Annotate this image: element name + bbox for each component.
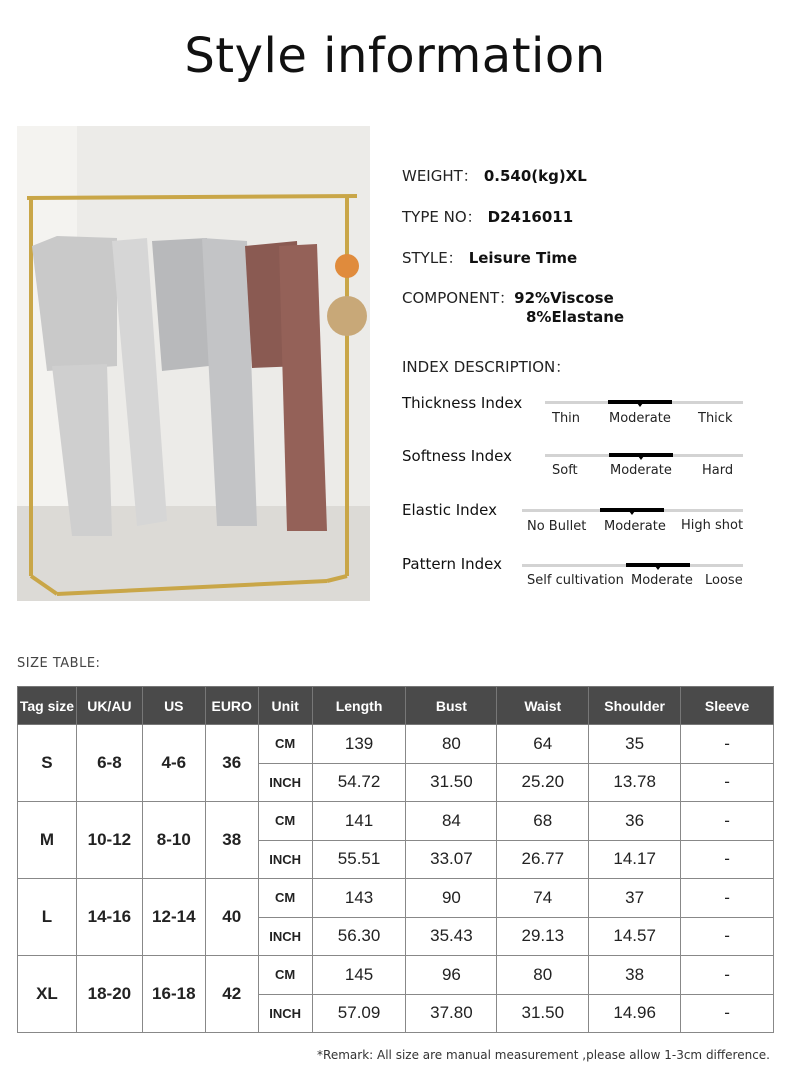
measurement-cell: 36 bbox=[589, 802, 681, 841]
table-row bbox=[18, 956, 774, 995]
elastic-option: No Bullet bbox=[527, 519, 587, 534]
table-header bbox=[18, 687, 774, 725]
measurement-cell: 37.80 bbox=[406, 994, 497, 1033]
product-photo bbox=[17, 126, 370, 601]
thickness-option: Thin bbox=[552, 411, 581, 426]
unit-cell: INCH bbox=[258, 994, 312, 1033]
measurement-cell: 80 bbox=[406, 725, 497, 764]
size-euro-cell: 36 bbox=[205, 725, 258, 802]
size-uk-cell: 14-16 bbox=[76, 879, 142, 956]
column-header: Sleeve bbox=[681, 687, 774, 725]
column-header: UK/AU bbox=[76, 687, 142, 725]
measurement-cell: 14.17 bbox=[589, 840, 681, 879]
measurement-cell: - bbox=[681, 917, 774, 956]
column-header: Bust bbox=[406, 687, 497, 725]
size-tag-cell: L bbox=[18, 879, 77, 956]
component-value-1: 92%Viscose bbox=[514, 289, 614, 307]
type-row bbox=[402, 206, 573, 227]
measurement-cell: 64 bbox=[497, 725, 589, 764]
column-header: Waist bbox=[497, 687, 589, 725]
remark-text: *Remark: All size are manual measurement ,please allow 1-3cm difference. bbox=[317, 1048, 770, 1062]
measurement-cell: 145 bbox=[312, 956, 406, 995]
softness-option-selected: Moderate bbox=[610, 463, 672, 478]
pattern-index-bar bbox=[522, 564, 743, 567]
unit-cell: INCH bbox=[258, 917, 312, 956]
component-label: COMPONENT： bbox=[402, 289, 515, 307]
unit-cell: INCH bbox=[258, 840, 312, 879]
measurement-cell: 96 bbox=[406, 956, 497, 995]
size-us-cell: 8-10 bbox=[142, 802, 205, 879]
column-header: US bbox=[142, 687, 205, 725]
page-title: Style information bbox=[184, 28, 606, 84]
thickness-option-selected: Moderate bbox=[609, 411, 671, 426]
elastic-option-selected: Moderate bbox=[604, 519, 666, 534]
pattern-option: Self cultivation bbox=[527, 573, 624, 588]
unit-cell: CM bbox=[258, 879, 312, 918]
measurement-cell: 141 bbox=[312, 802, 406, 841]
softness-index-bar bbox=[545, 454, 743, 457]
column-header: Unit bbox=[258, 687, 312, 725]
measurement-cell: 31.50 bbox=[497, 994, 589, 1033]
measurement-cell: 143 bbox=[312, 879, 406, 918]
size-table bbox=[17, 686, 774, 1033]
column-header: Length bbox=[312, 687, 406, 725]
unit-cell: CM bbox=[258, 802, 312, 841]
measurement-cell: 56.30 bbox=[312, 917, 406, 956]
style-row bbox=[402, 247, 577, 268]
measurement-cell: 35 bbox=[589, 725, 681, 764]
measurement-cell: - bbox=[681, 725, 774, 764]
measurement-cell: 35.43 bbox=[406, 917, 497, 956]
measurement-cell: 13.78 bbox=[589, 763, 681, 802]
measurement-cell: 14.57 bbox=[589, 917, 681, 956]
column-header: Tag size bbox=[18, 687, 77, 725]
component-value-2: 8%Elastane bbox=[526, 308, 625, 326]
elastic-index-bar bbox=[522, 509, 743, 512]
measurement-cell: - bbox=[681, 956, 774, 995]
pattern-option-selected: Moderate bbox=[631, 573, 693, 588]
measurement-cell: 31.50 bbox=[406, 763, 497, 802]
measurement-cell: - bbox=[681, 802, 774, 841]
thickness-index-label: Thickness Index bbox=[402, 394, 523, 412]
measurement-cell: 54.72 bbox=[312, 763, 406, 802]
size-euro-cell: 38 bbox=[205, 802, 258, 879]
size-tag-cell: XL bbox=[18, 956, 77, 1033]
table-row bbox=[18, 725, 774, 764]
size-us-cell: 12-14 bbox=[142, 879, 205, 956]
softness-option: Soft bbox=[552, 463, 578, 478]
measurement-cell: 33.07 bbox=[406, 840, 497, 879]
measurement-cell: 90 bbox=[406, 879, 497, 918]
softness-index-label: Softness Index bbox=[402, 447, 513, 465]
weight-row bbox=[402, 165, 587, 186]
weight-label: WEIGHT： bbox=[402, 167, 478, 185]
measurement-cell: 25.20 bbox=[497, 763, 589, 802]
thickness-index-bar bbox=[545, 401, 743, 404]
unit-cell: INCH bbox=[258, 763, 312, 802]
column-header: Shoulder bbox=[589, 687, 681, 725]
type-value: D2416011 bbox=[487, 208, 574, 226]
measurement-cell: 14.96 bbox=[589, 994, 681, 1033]
size-us-cell: 4-6 bbox=[142, 725, 205, 802]
style-label: STYLE： bbox=[402, 249, 463, 267]
size-euro-cell: 42 bbox=[205, 956, 258, 1033]
column-header: EURO bbox=[205, 687, 258, 725]
size-uk-cell: 10-12 bbox=[76, 802, 142, 879]
size-tag-cell: S bbox=[18, 725, 77, 802]
softness-option: Hard bbox=[702, 463, 734, 478]
size-uk-cell: 6-8 bbox=[76, 725, 142, 802]
size-us-cell: 16-18 bbox=[142, 956, 205, 1033]
table-row bbox=[18, 802, 774, 841]
size-table-label: SIZE TABLE: bbox=[17, 656, 101, 671]
measurement-cell: - bbox=[681, 840, 774, 879]
measurement-cell: 139 bbox=[312, 725, 406, 764]
measurement-cell: 68 bbox=[497, 802, 589, 841]
measurement-cell: 80 bbox=[497, 956, 589, 995]
component-row bbox=[402, 287, 614, 308]
size-tag-cell: M bbox=[18, 802, 77, 879]
unit-cell: CM bbox=[258, 725, 312, 764]
measurement-cell: 84 bbox=[406, 802, 497, 841]
measurement-cell: 55.51 bbox=[312, 840, 406, 879]
style-value: Leisure Time bbox=[468, 249, 578, 267]
measurement-cell: 57.09 bbox=[312, 994, 406, 1033]
pattern-option: Loose bbox=[705, 573, 743, 588]
table-row bbox=[18, 879, 774, 918]
measurement-cell: 29.13 bbox=[497, 917, 589, 956]
elastic-option: High shot bbox=[681, 518, 744, 533]
thickness-option: Thick bbox=[698, 411, 733, 426]
measurement-cell: 37 bbox=[589, 879, 681, 918]
measurement-cell: - bbox=[681, 879, 774, 918]
weight-value: 0.540(kg)XL bbox=[483, 167, 587, 185]
elastic-index-label: Elastic Index bbox=[402, 501, 498, 519]
size-euro-cell: 40 bbox=[205, 879, 258, 956]
pattern-index-label: Pattern Index bbox=[402, 555, 503, 573]
measurement-cell: 26.77 bbox=[497, 840, 589, 879]
unit-cell: CM bbox=[258, 956, 312, 995]
size-uk-cell: 18-20 bbox=[76, 956, 142, 1033]
measurement-cell: - bbox=[681, 763, 774, 802]
measurement-cell: 38 bbox=[589, 956, 681, 995]
index-description-label: INDEX DESCRIPTION： bbox=[402, 358, 571, 376]
measurement-cell: - bbox=[681, 994, 774, 1033]
type-label: TYPE NO： bbox=[402, 208, 482, 226]
measurement-cell: 74 bbox=[497, 879, 589, 918]
